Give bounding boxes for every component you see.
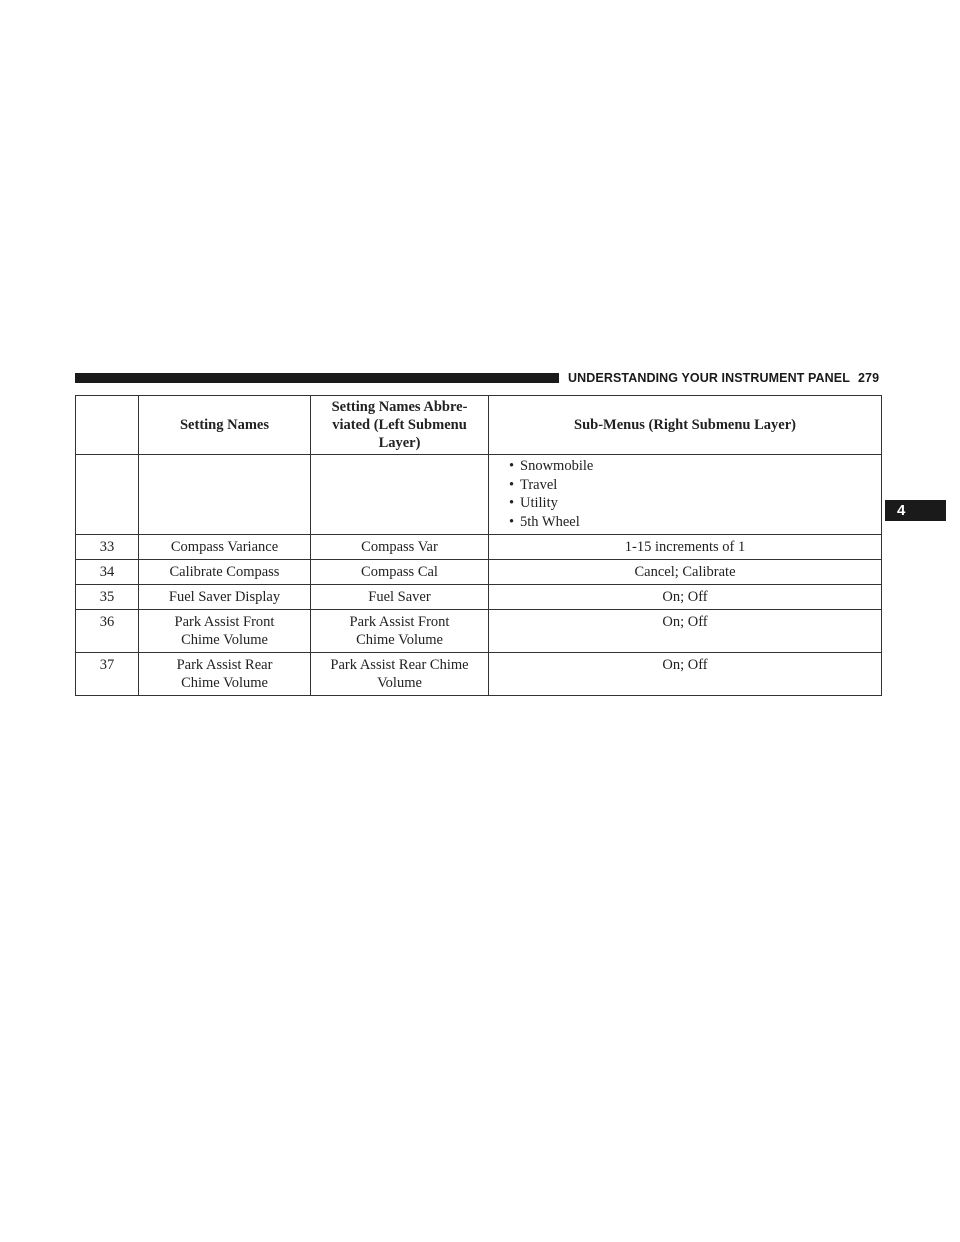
cell-empty xyxy=(76,455,139,535)
table-row xyxy=(76,560,882,585)
list-item-text: Snowmobile xyxy=(520,458,594,474)
settings-table xyxy=(75,395,882,696)
bullet-icon: • xyxy=(509,476,515,493)
cell-abbreviation: Park Assist Front Chime Volume xyxy=(311,610,489,653)
cell-number: 35 xyxy=(76,585,139,610)
section-title: UNDERSTANDING YOUR INSTRUMENT PANEL xyxy=(568,371,850,385)
list-item xyxy=(496,476,877,495)
cell-abbreviation: Compass Cal xyxy=(311,560,489,585)
cell-submenu: Cancel; Calibrate xyxy=(489,560,882,585)
table-row xyxy=(76,610,882,653)
cell-setting-name: Calibrate Compass xyxy=(139,560,311,585)
cell-abbreviation: Fuel Saver xyxy=(311,585,489,610)
cell-setting-name: Park Assist Rear Chime Volume xyxy=(139,653,311,696)
table-row xyxy=(76,535,882,560)
cell-abbreviation: Park Assist Rear Chime Volume xyxy=(311,653,489,696)
list-item-text: 5th Wheel xyxy=(520,513,580,530)
bullet-icon: • xyxy=(509,495,515,511)
table-row-continuation xyxy=(76,455,882,535)
cell-empty xyxy=(139,455,311,535)
column-header-number xyxy=(76,396,139,455)
page-number: 279 xyxy=(857,371,880,385)
column-header-setting-names: Setting Names xyxy=(139,396,311,455)
table-row xyxy=(76,653,882,696)
bullet-icon: • xyxy=(509,513,515,530)
cell-setting-name: Fuel Saver Display xyxy=(139,585,311,610)
running-header xyxy=(568,371,879,385)
list-item-text: Utility xyxy=(520,495,558,511)
cell-number: 33 xyxy=(76,535,139,560)
bullet-icon: • xyxy=(509,458,515,474)
cell-number: 34 xyxy=(76,560,139,585)
list-item-text: Travel xyxy=(520,476,558,493)
cell-empty xyxy=(311,455,489,535)
cell-submenu: On; Off xyxy=(489,610,882,653)
cell-number: 36 xyxy=(76,610,139,653)
table-row xyxy=(76,585,882,610)
cell-setting-name: Compass Variance xyxy=(139,535,311,560)
cell-number: 37 xyxy=(76,653,139,696)
cell-setting-name: Park Assist Front Chime Volume xyxy=(139,610,311,653)
submenu-bullet-list xyxy=(493,457,877,531)
list-item xyxy=(496,457,877,476)
chapter-tab: 4 xyxy=(885,500,946,521)
list-item xyxy=(496,494,877,513)
cell-submenu: On; Off xyxy=(489,585,882,610)
cell-submenu: On; Off xyxy=(489,653,882,696)
list-item xyxy=(496,513,877,532)
column-header-sub-menus: Sub-Menus (Right Submenu Layer) xyxy=(489,396,882,455)
cell-abbreviation: Compass Var xyxy=(311,535,489,560)
header-rule xyxy=(75,373,559,383)
column-header-abbreviated: Setting Names Abbre-viated (Left Submenu Layer) xyxy=(311,396,489,455)
cell-bullet-list xyxy=(489,455,882,535)
table-header-row xyxy=(76,396,882,455)
cell-submenu: 1-15 increments of 1 xyxy=(489,535,882,560)
